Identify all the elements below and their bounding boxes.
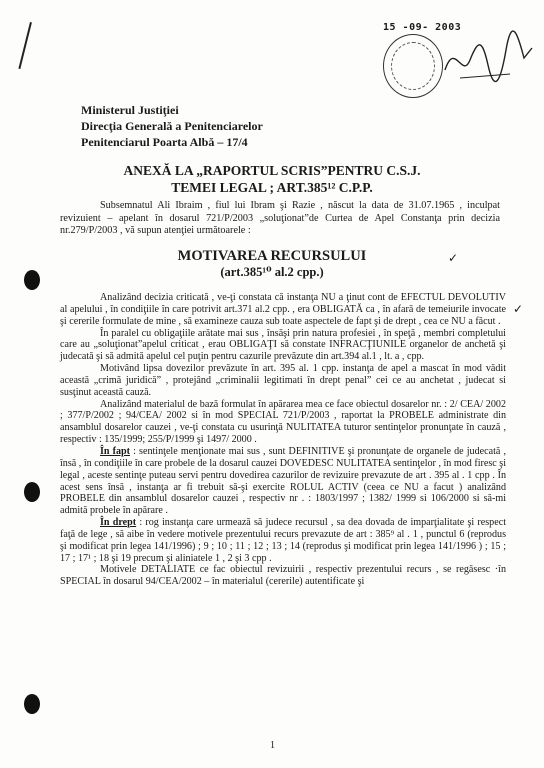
punch-hole — [24, 694, 40, 714]
paragraph-lead: În fapt — [100, 445, 131, 457]
registration-date-stamp: 15 -09- 2003 — [383, 22, 462, 33]
paragraph-lead: În drept — [100, 517, 137, 529]
margin-pen-mark — [18, 22, 32, 69]
institution-header — [81, 102, 263, 150]
annex-legal-basis: TEMEI LEGAL ; ART.385¹² C.P.P. — [171, 180, 373, 195]
paragraph: În paralel cu obligaţiile arătate mai sus , însăşi prin natura profesiei , în speţă , membri completului care au „soluţionat”apelul criticat , erau OBLIGAŢI să constate INFRACŢIUNILE organelor de anchetă şi judecată şi să admită apelul cel puţin pentru cazurile prevăzute din art.394 al.1 , lt. a , cpp. — [60, 327, 506, 363]
paragraph-text: : rog instanţa care urmează să judece recursul , sa dea dovada de imparţialitate şi respect faţă de lege , să aibe în vedere motivele prezentului recurs prevazute de art : 385⁹ al . 1 , punctul 6 (reprodus şi modificat prin legea 141/1996) ; 9 ; 10 ; 11 ; 12 ; 13 ; 14 (reprodus şi modificat prin legea 141/1996 ) ; 15 ; 17 ; 17¹ ; 18 şi 19 precum şi aliniatele 1 , 2 şi 3 cpp . — [60, 517, 506, 564]
paragraph: Motivele DETALIATE ce fac obiectul revizuirii , respectiv prezentului recurs , se regăsesc ·în SPECIAL în dosarul 94/CEA/2002 – în materialul (cererile) autentificate şi — [60, 564, 506, 588]
handwritten-signature — [440, 30, 535, 90]
paragraph-text: : sentinţele menţionate mai sus , sunt DEFINITIVE şi pronunţate de organele de judecată , însă , în condiţiile în care probele de la dosarul cauzei DOVEDESC NULITATEA sentinţelor , în mod firesc şi legal , aceste sentinţe puteau servi pentru dovedirea cazurilor de revizuire prevazute de art . 395 al . 1 cpp . În acest sens însă , instanţa ar fi trebuit să-şi exercite ROLUL ACTIV (ceea ce NU a facut ) analizând PROBELE din ansamblul dosarelor cauzei , respectiv nr . : 1803/1997 ; 1382/ 1999 si 106/2000 si să-mi admită probele în apărare . — [60, 445, 507, 517]
intro-paragraph: Subsemnatul Ali Ibraim , fiul lui Ibram şi Razie , născut la data de 31.07.1965 , inculpat revizuient – apelant în dosarul 721/P/2003 „soluţionat”de Curtea de Apel Constanţa prin decizia nr.279/P/2003 , vă supun atenţiei următoarele : — [60, 200, 500, 236]
paragraph — [60, 446, 506, 517]
page-number: 1 — [270, 740, 275, 751]
paragraph: Analizând materialul de bază formulat în apărarea mea ce face obiectul dosarelor nr. : 2/ CEA/ 2002 ; 377/P/2002 ; 94/CEA/ 2002 si în mod SPECIAL 721/P/2003 , raportat la PROBELE administrate din ansamblul dosarelor cauzei , ve-ţi constata cu usurinţă NULITATEA tuturor sentinţelor pronunţate în cauză , respectiv : 135/1999; 255/P/1999 şi 1497/ 2000 . — [60, 398, 506, 446]
ministry-line: Ministerul Justiţiei — [81, 103, 179, 117]
annex-title: ANEXĂ LA „RAPORTUL SCRIS”PENTRU C.S.J. — [123, 163, 421, 178]
margin-check-mark: ✓ — [513, 302, 524, 316]
paragraph — [60, 517, 506, 564]
directorate-line: Direcţia Generală a Penitenciarelor — [81, 119, 263, 133]
document-title: MOTIVAREA RECURSULUI — [177, 248, 367, 264]
paragraph: Analizând decizia criticată , ve-ţi constata că instanţa NU a ţinut cont de EFECTUL DEVOLUTIV al apelului , în condiţiile în care potrivit art.371 al.2 cpp. , era OBLIGATĂ ca , în afară de temeiurile invocate şi cererile formulate de mine , să examineze cauza sub toate aspectele de fapt şi de drept , cea ce NU a făcut . — [60, 292, 506, 327]
paragraph: Motivând lipsa dovezilor prevăzute în art. 395 al. 1 cpp. instanţa de apel a mascat în mod vădit această „crimă juridică” , protejând „criminalii legitimati în drept penal” cei ce au anchetat , judecat si susţinut această cauză. — [60, 363, 506, 398]
document-subtitle: (art.385¹⁰ al.2 cpp.) — [220, 265, 324, 279]
body-text — [60, 292, 506, 588]
round-seal-stamp — [383, 34, 443, 98]
check-mark: ✓ — [448, 251, 459, 265]
punch-hole — [24, 482, 40, 502]
penitentiary-line: Penitenciarul Poarta Albă – 17/4 — [81, 135, 248, 149]
